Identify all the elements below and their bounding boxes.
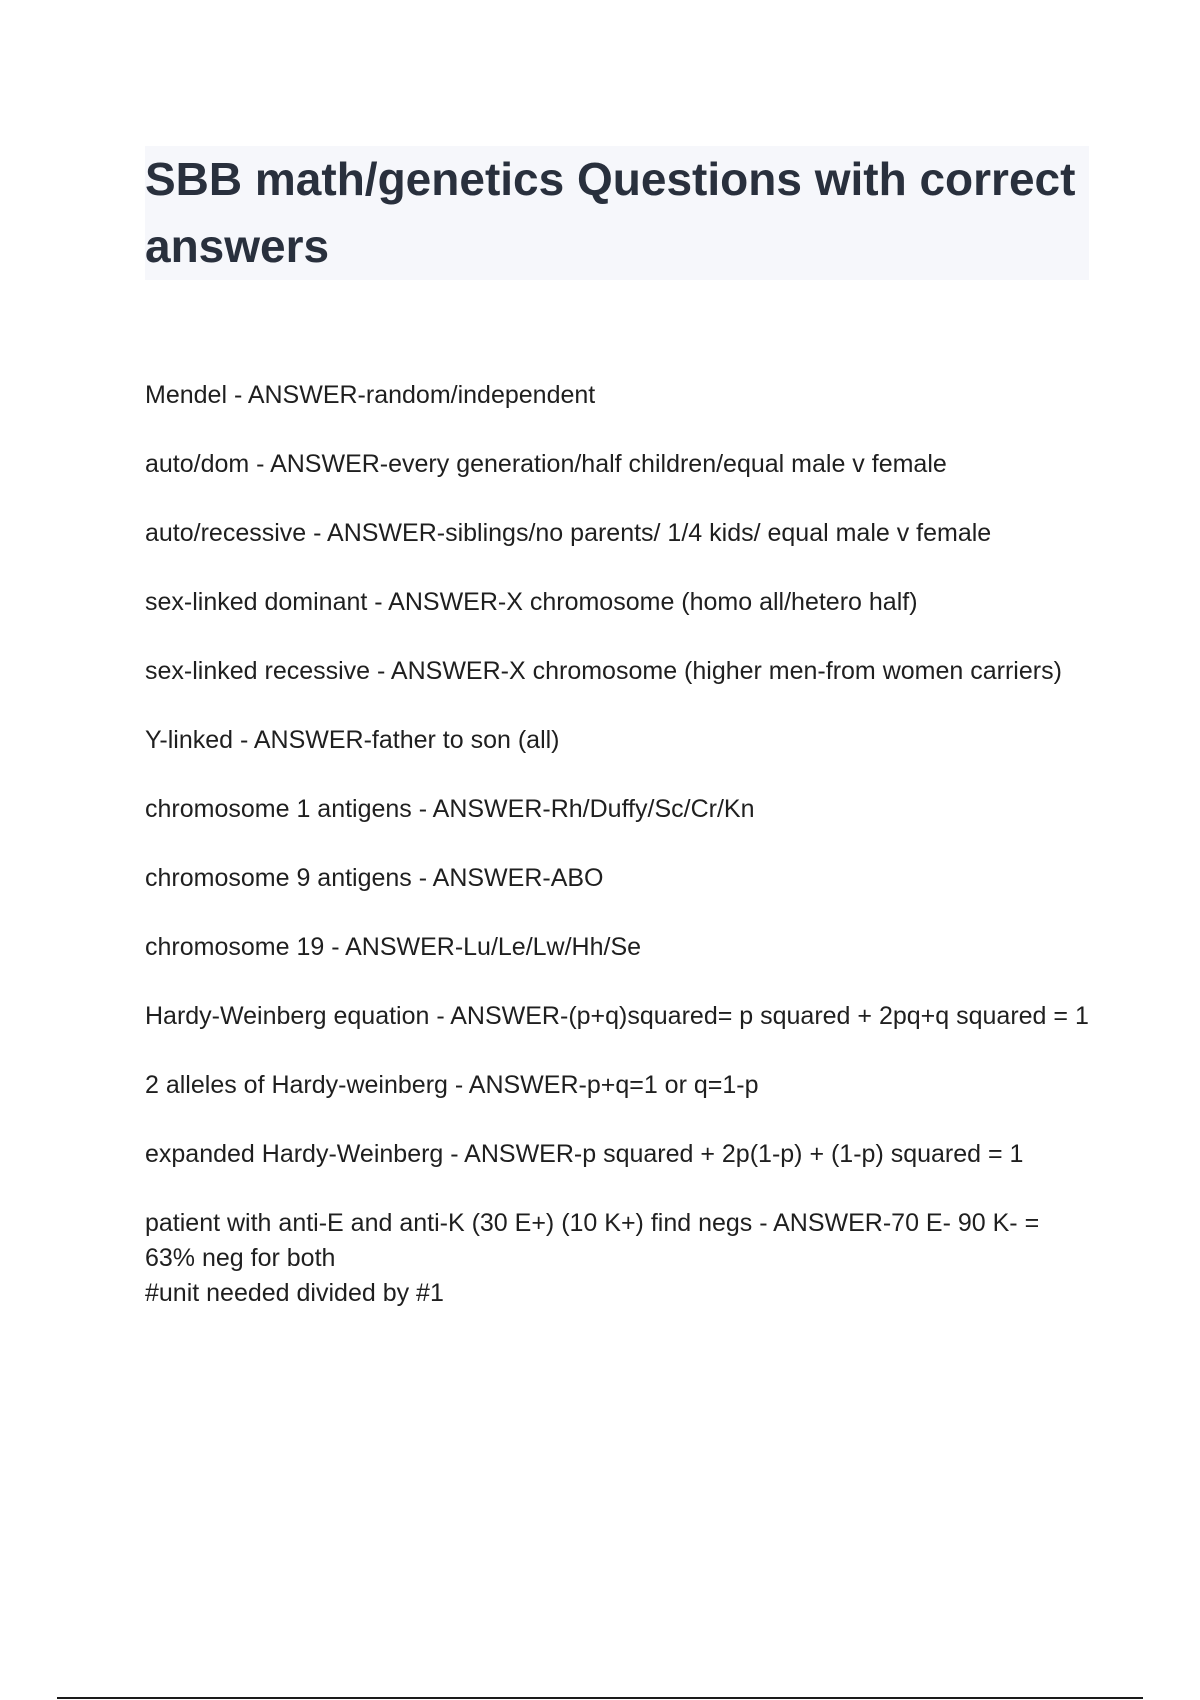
page-bottom-rule [57, 1697, 1143, 1699]
list-item: chromosome 1 antigens - ANSWER-Rh/Duffy/Sc/Cr/Kn [145, 795, 755, 823]
title-block [145, 146, 1089, 280]
list-item: Y-linked - ANSWER-father to son (all) [145, 726, 560, 754]
page-title: SBB math/genetics Questions with correct answers [145, 153, 1076, 272]
list-item: sex-linked dominant - ANSWER-X chromosome (homo all/hetero half) [145, 588, 918, 616]
list-item: chromosome 9 antigens - ANSWER-ABO [145, 864, 604, 892]
list-item: Hardy-Weinberg equation - ANSWER-(p+q)squared= p squared + 2pq+q squared = 1 [145, 1002, 1089, 1030]
qa-list [145, 378, 1095, 1345]
list-item: expanded Hardy-Weinberg - ANSWER-p squared + 2p(1-p) + (1-p) squared = 1 [145, 1140, 1024, 1168]
list-item: auto/dom - ANSWER-every generation/half children/equal male v female [145, 450, 947, 478]
list-item: patient with anti-E and anti-K (30 E+) (10 K+) find negs - ANSWER-70 E- 90 K- = 63% neg for both #unit needed divided by #1 [145, 1209, 1040, 1307]
list-item: Mendel - ANSWER-random/independent [145, 381, 596, 409]
list-item: chromosome 19 - ANSWER-Lu/Le/Lw/Hh/Se [145, 933, 642, 961]
list-item: auto/recessive - ANSWER-siblings/no parents/ 1/4 kids/ equal male v female [145, 519, 992, 547]
list-item: sex-linked recessive - ANSWER-X chromosome (higher men-from women carriers) [145, 657, 1062, 685]
list-item: 2 alleles of Hardy-weinberg - ANSWER-p+q=1 or q=1-p [145, 1071, 759, 1099]
